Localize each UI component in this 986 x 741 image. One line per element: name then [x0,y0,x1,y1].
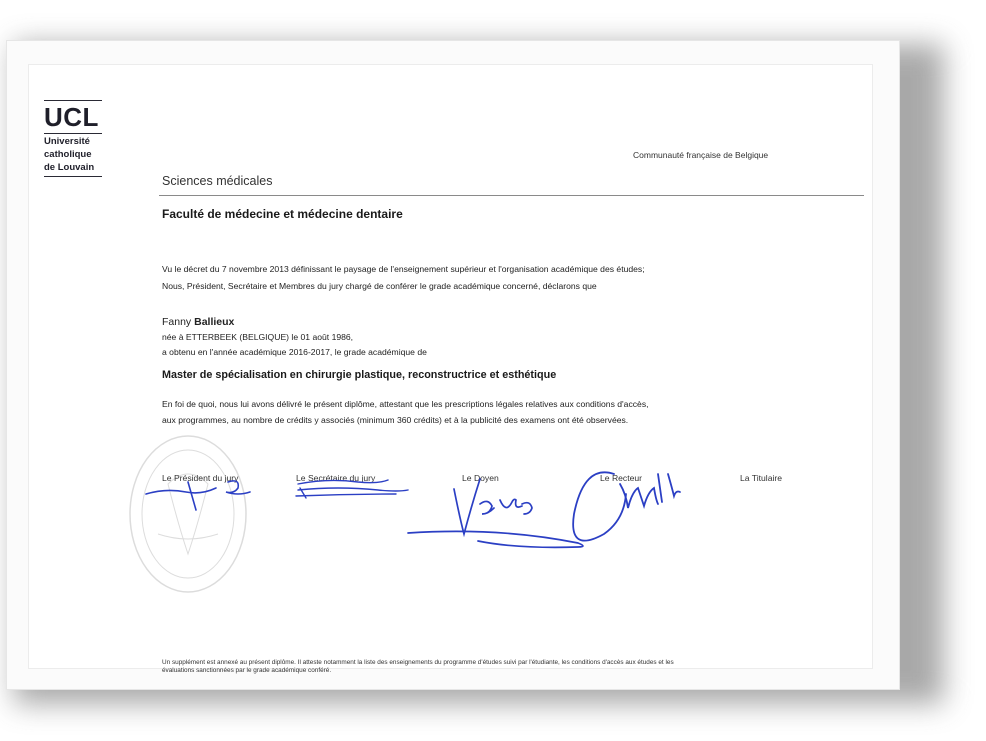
president-signature [146,481,250,510]
header-rule [159,195,864,196]
logo-line-1: Université [44,136,90,147]
logo-bottom-rule [44,176,102,177]
dean-signature [408,479,583,547]
secretary-label: Le Secrétaire du jury [296,473,376,483]
diploma-paper [28,64,873,674]
birth-line: née à ETTERBEEK (BELGIQUE) le 01 août 1986, [162,332,354,342]
ucl-logo [44,100,104,177]
diploma-frame [6,40,900,690]
obtained-line: a obtenu en l'année académique 2016-2017, le grade académique de [162,347,427,357]
university-seal [130,436,246,592]
community-label: Communauté française de Belgique [633,150,769,160]
logo-top-rule [44,100,102,101]
footer-line-1: Un supplément est annexé au présent diplôme. Il atteste notamment la liste des enseignements du programme d'études suivi par l'étudiante, les conditions d'accès aux études et les [162,659,674,666]
graduate-first-name: Fanny [162,316,192,328]
graduate-last-name: Ballieux [194,316,235,328]
president-label: Le Président du jury [162,473,239,483]
holder-label: La Titulaire [740,473,783,483]
graduate-name [162,316,234,328]
rector-label: Le Recteur [600,473,643,483]
faith-line-1: En foi de quoi, nous lui avons délivré le présent diplôme, attestant que les prescriptions légales relatives aux conditions d'accès, [162,399,649,409]
section-title: Sciences médicales [162,174,273,188]
faculty-title: Faculté de médecine et médecine dentaire [162,207,403,221]
decree-line-1: Vu le décret du 7 novembre 2013 définissant le paysage de l'enseignement supérieur et l'organisation académique des études; [162,264,645,274]
decree-line-2: Nous, Président, Secrétaire et Membres du jury chargé de conférer le grade académique concerné, déclarons que [162,281,597,291]
logo-line-2: catholique [44,149,92,160]
degree-title: Master de spécialisation en chirurgie plastique, reconstructrice et esthétique [162,369,557,381]
logo-acronym: UCL [44,102,99,132]
dean-label: Le Doyen [462,473,499,483]
logo-line-3: de Louvain [44,162,95,173]
footer-line-2: évaluations sanctionnées par le grade académique conféré. [162,667,332,674]
faith-line-2: aux programmes, au nombre de crédits y associés (minimum 360 crédits) et à la publicité des examens ont été observées. [162,415,629,425]
